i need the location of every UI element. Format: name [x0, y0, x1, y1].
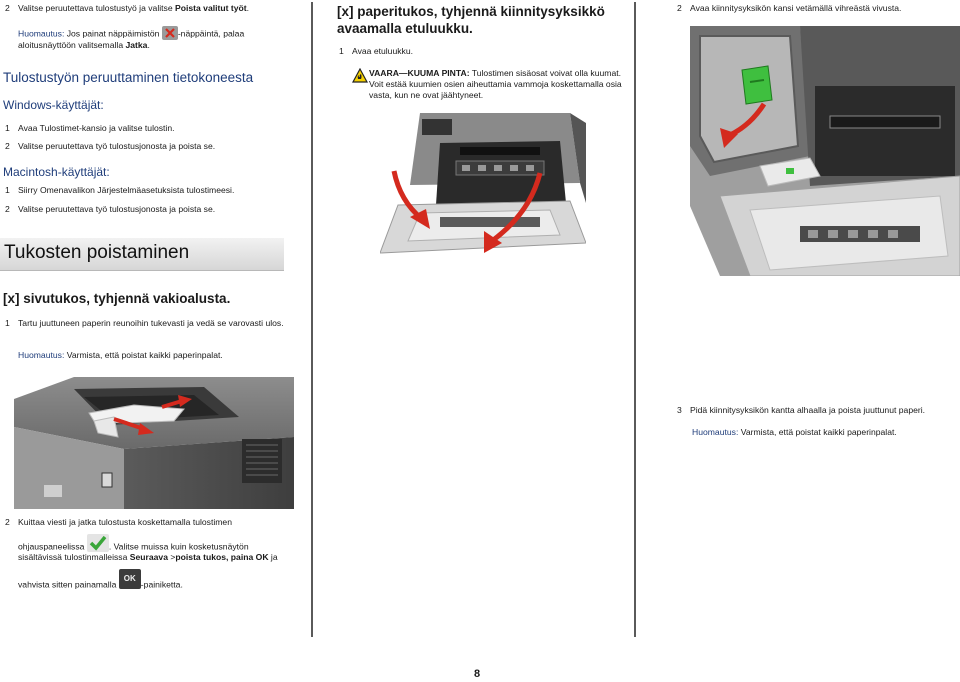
note-cancel-key-line2: aloitusnäyttöön valitsemalla Jatka.: [18, 40, 150, 50]
win-step-2: 2 Valitse peruutettava työ tulostusjonosta ja poista se.: [5, 141, 216, 151]
section-banner: [0, 238, 284, 271]
win-step-1: 1 Avaa Tulostimet-kansio ja valitse tulostin.: [5, 123, 175, 133]
ok-button-icon: OK: [119, 569, 141, 589]
windows-heading: Windows-käyttäjät:: [3, 98, 104, 112]
step-2-line-4: vahvista sitten painamalla OK-painiketta.: [18, 575, 183, 595]
step-2-line-2: ohjauspaneelissa . Valitse muissa kuin kosketusnäytön: [18, 538, 249, 556]
printer-open-door-illustration: [380, 113, 586, 265]
mac-heading: Macintosh-käyttäjät:: [3, 165, 110, 179]
column-divider-1: [311, 2, 313, 637]
hot-surface-warning-icon: [352, 68, 368, 83]
cancel-heading: Tulostustyön peruuttaminen tietokoneesta: [3, 70, 254, 85]
hot-surface-warning: VAARA—KUUMA PINTA: Tulostimen sisäosat voivat olla kuumat. Voit estää kuumien osien aiheuttamia vammoja koskettamalla osia vasta, kun ne ovat jäähtyneet.: [369, 68, 622, 100]
fuser-step-2: 2 Avaa kiinnitysyksikön kansi vetämällä vihreästä vivusta.: [677, 3, 902, 13]
banner-title: Tukosten poistaminen: [4, 242, 190, 263]
mac-step-2: 2 Valitse peruutettava työ tulostusjonosta ja poista se.: [5, 204, 216, 214]
note-cancel-key: Huomautus: Jos painat näppäimistön -näppäintä, palaa: [18, 27, 244, 41]
step-2-line-3: sisältävissä tulostinmalleissa Seuraava >poista tukos, paina OK ja: [18, 552, 278, 562]
note-paper-pieces: Huomautus: Varmista, että poistat kaikki paperinpalat.: [18, 350, 223, 360]
jam-step-1: 1 Tartu juuttuneen paperin reunoihin tukevasti ja vedä se varovasti ulos.: [5, 318, 284, 328]
note-fuser-paper-pieces: Huomautus: Varmista, että poistat kaikki paperinpalat.: [692, 427, 897, 437]
fuser-step-3: 3 Pidä kiinnitysyksikön kantta alhaalla ja poista juuttunut paperi.: [677, 405, 926, 415]
jam-heading-tray: [x] sivutukos, tyhjennä vakioalusta.: [3, 291, 231, 306]
checkmark-icon: [87, 534, 109, 552]
top-step: 2 Valitse peruutettava tulostustyö ja valitse Poista valitut työt.: [5, 3, 250, 13]
tray-jam-illustration: [14, 377, 294, 509]
fuser-step-1: 1 Avaa etuluukku.: [339, 46, 413, 56]
column-divider-2: [634, 2, 636, 637]
mac-step-1: 1 Siirry Omenavalikon Järjestelmäasetuksista tulostimeesi.: [5, 185, 235, 195]
step-2-confirm: 2 Kuittaa viesti ja jatka tulostusta koskettamalla tulostimen: [5, 517, 232, 527]
page-number: 8: [474, 668, 481, 680]
fuser-lever-illustration: [690, 26, 960, 276]
cancel-x-icon: [162, 26, 178, 40]
jam-heading-fuser: [x] paperitukos, tyhjennä kiinnitysyksikkö avaamalla etuluukku.: [337, 4, 605, 36]
